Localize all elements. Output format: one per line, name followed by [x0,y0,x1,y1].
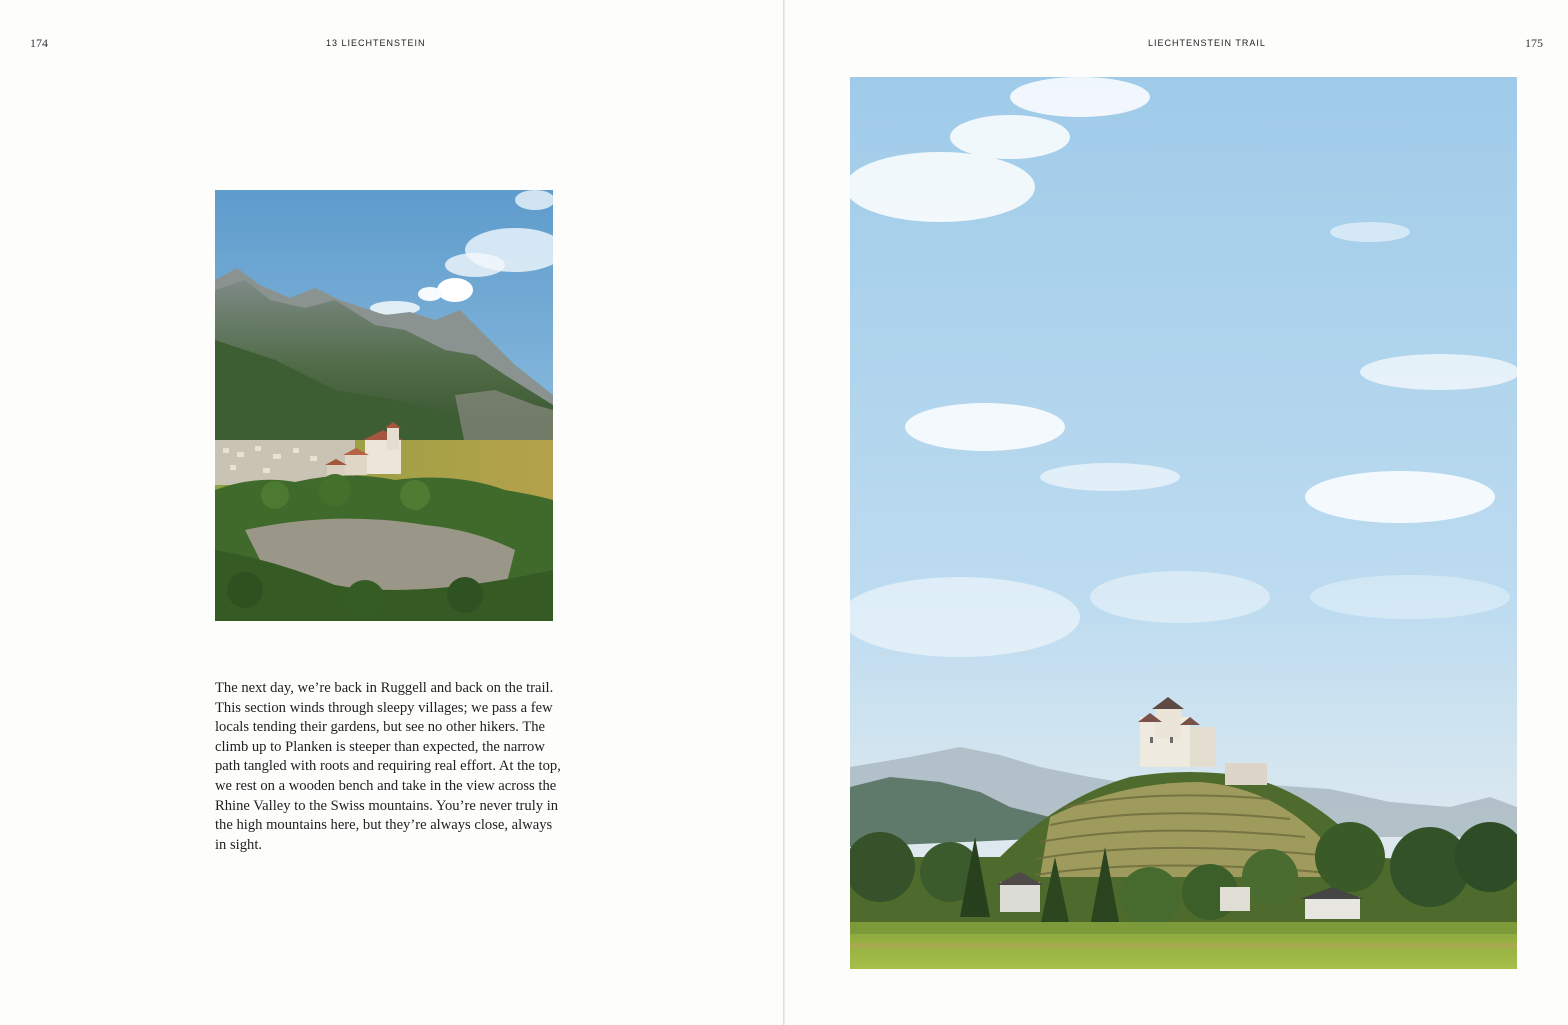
running-head-left: 13 LIECHTENSTEIN [326,38,426,48]
left-page [0,0,783,1025]
castle-hill-photo [850,77,1517,969]
castle-mountain-photo [215,190,553,621]
running-head-right: LIECHTENSTEIN TRAIL [1148,38,1266,48]
page-number-right: 175 [1525,36,1543,50]
article-body-text: The next day, we’re back in Ruggell and back on the trail. This section winds through sleepy villages; we pass a few locals tending their gardens, but see no other hikers. The climb up to Planken is steeper than expected, the narrow path tangled with roots and requiring real effort. At the top, we rest on a wooden bench and take in the view across the Rhine Valley to the Swiss mountains. You’re never truly in the high mountains here, but they’re always close, always in sight. [215,680,561,853]
right-page [785,0,1568,1025]
page-number-left: 174 [30,36,48,50]
